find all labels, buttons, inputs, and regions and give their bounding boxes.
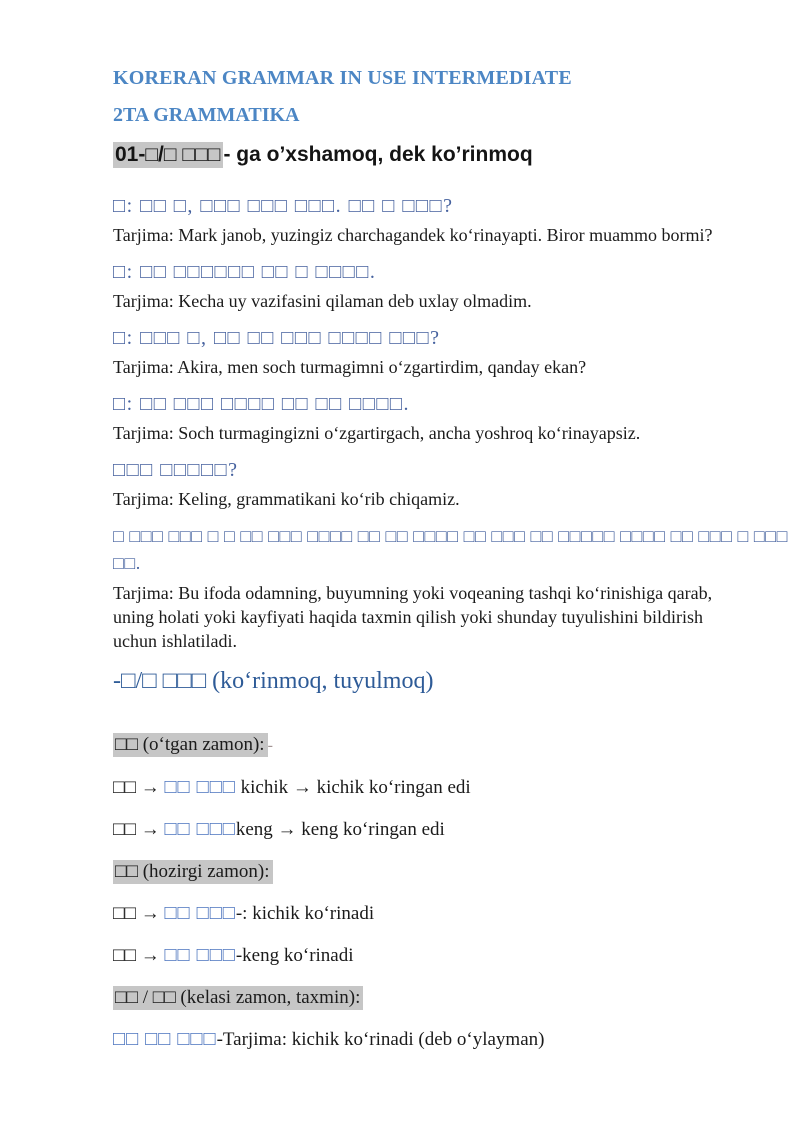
conjugation-base: □□ → [113, 903, 165, 924]
section-label-past-tense [113, 731, 740, 759]
conjugation-translation: keng → keng ko‘ringan edi [235, 819, 445, 840]
tarjima-line: Tarjima: Soch turmagingizni o‘zgartirgach, ancha yoshroq ko‘rinayapsiz. [113, 423, 641, 443]
korean-dialog-line: □: □□ □□□□□□ □□ □ □□□□. [113, 261, 377, 283]
korean-dialog-line: □□□ □□□□□? [113, 459, 239, 481]
section-label-present-tense [113, 858, 740, 885]
label-dash-suffix: - [267, 737, 273, 754]
conjugation-example [113, 942, 740, 969]
usage-tarjima-line: uchun ishlatiladi. [113, 631, 237, 651]
conjugation-korean-form: □□ □□ □□□ [113, 1028, 217, 1050]
tarjima-line: Tarjima: Kecha uy vazifasini qilaman deb uxlay olmadim. [113, 291, 532, 311]
conjugation-korean-form: □□ □□□ [164, 902, 236, 924]
grammar-heading: -□/□ □□□ (ko‘rinmoq, tuyulmoq) [113, 668, 434, 694]
conjugation-korean-form: □□ □□□ [164, 776, 236, 798]
usage-korean-line: □□. [113, 553, 141, 573]
korean-dialog-line: □: □□ □□□ □□□□ □□ □□ □□□□. [113, 393, 410, 415]
conjugation-translation: -: kichik ko‘rinadi [235, 903, 375, 924]
usage-korean-line: □ □□□ □□□ □ □ □□ □□□ □□□□ □□ □□ □□□□ □□ □□□ □□ □□□□□ □□□□ □□ □□□ □ □□□ [113, 526, 788, 546]
lesson-title [113, 141, 740, 169]
conjugation-example [113, 774, 740, 801]
section-label-highlight: □□ / □□ (kelasi zamon, taxmin): [113, 986, 363, 1010]
conjugation-translation: -keng ko‘rinadi [235, 945, 354, 966]
doc-subtitle: 2TA GRAMMATIKA [113, 104, 300, 126]
conjugation-example [113, 1026, 740, 1053]
section-label-future-tense [113, 984, 740, 1011]
conjugation-translation: -Tarjima: kichik ko‘rinadi (deb o‘ylayman) [216, 1029, 545, 1050]
conjugation-korean-form: □□ □□□ [164, 944, 236, 966]
lesson-title-text: - ga o’xshamoq, dek ko’rinmoq [223, 143, 533, 166]
conjugation-korean-form: □□ □□□ [164, 818, 236, 840]
conjugation-base: □□ → [113, 945, 165, 966]
usage-tarjima-line: uning holati yoki kayfiyati haqida taxmin qilish yoki shunday tuyulishini bildirish [113, 607, 703, 627]
conjugation-translation: kichik → kichik ko‘ringan edi [235, 777, 471, 798]
section-label-highlight: □□ (hozirgi zamon): [113, 860, 273, 884]
lesson-number-highlight: 01-□/□ □□□ [113, 142, 223, 168]
conjugation-example [113, 900, 740, 927]
korean-dialog-line: □: □□□ □, □□ □□ □□□ □□□□ □□□? [113, 327, 441, 349]
usage-tarjima-line: Tarjima: Bu ifoda odamning, buyumning yoki voqeaning tashqi ko‘rinishiga qarab, [113, 583, 713, 603]
tarjima-line: Tarjima: Mark janob, yuzingiz charchagandek ko‘rinayapti. Biror muammo bormi? [113, 225, 713, 245]
section-label-highlight: □□ (o‘tgan zamon): [113, 733, 268, 757]
conjugation-base: □□ → [113, 777, 165, 798]
korean-dialog-line: □: □□ □, □□□ □□□ □□□. □□ □ □□□? [113, 195, 454, 217]
conjugation-base: □□ → [113, 819, 165, 840]
conjugation-example [113, 816, 740, 843]
doc-title: KORERAN GRAMMAR IN USE INTERMEDIATE [113, 67, 572, 89]
tarjima-line: Tarjima: Akira, men soch turmagimni o‘zgartirdim, qanday ekan? [113, 357, 587, 377]
tarjima-line: Tarjima: Keling, grammatikani ko‘rib chiqamiz. [113, 489, 460, 509]
